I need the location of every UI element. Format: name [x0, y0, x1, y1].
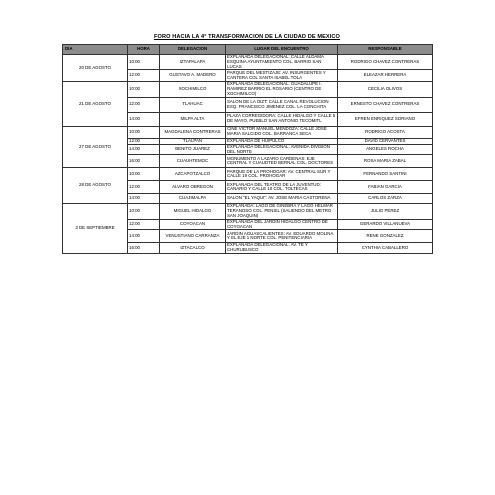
table-row — [63, 204, 433, 219]
venue-cell: CINE VICTOR MANUEL MENDOZA: CALLE JOSE MARIA SALCIDO COL. BARRANCA SECA — [226, 126, 338, 138]
table-header — [63, 45, 433, 55]
venue-cell: PARQUE DE LA PROHOGAR: AV. CENTRAL SUR Y CALLE 19 COL. PROHOGAR — [226, 168, 338, 181]
responsible-cell: RODRIGO CHAVEZ CONTRERAS — [338, 55, 433, 70]
venue-cell: EXPLANADA DELEGACIONAL: GUADALUPE I. RAMIREZ BARRIO EL ROSARIO (CENTRO DE XOCHIMILCO) — [226, 82, 338, 97]
day-cell: 28 DE AGOSTO — [63, 168, 128, 204]
responsible-cell: JULIO PEREZ — [338, 204, 433, 219]
delegation-cell: VENUSTIANO CARRANZA — [160, 230, 226, 243]
delegation-cell: IZTAPALAPA — [160, 55, 226, 70]
responsible-cell: ROSA MARIA ZABAL — [338, 155, 433, 168]
responsible-cell: RODRIGO ACOSTA — [338, 126, 433, 138]
time-cell: 16:00 — [128, 243, 160, 254]
venue-cell: EXPLANADA DELEGACIONAL: CALLE ALDAMA ESQUINA AYUNTAMIENTO COL. BARRIO SAN LUCAS — [226, 55, 338, 70]
delegation-cell: TLALPAN — [160, 138, 226, 144]
table-row — [63, 126, 433, 138]
time-cell: 12:00 — [128, 181, 160, 194]
time-cell: 10:00 — [128, 168, 160, 181]
delegation-cell: CUAUHTEMOC — [160, 155, 226, 168]
table-row — [63, 55, 433, 70]
delegation-cell: MIGUEL HIDALGO — [160, 204, 226, 219]
day-cell: 27 DE AGOSTO — [63, 126, 128, 168]
header-row — [63, 45, 433, 55]
table-body — [63, 55, 433, 254]
delegation-cell: XOCHIMILCO — [160, 82, 226, 97]
responsible-cell: ANGELES ROCHA — [338, 144, 433, 155]
responsible-cell: FERNANDO SANTINI — [338, 168, 433, 181]
header-dia: DIA — [63, 45, 128, 55]
responsible-cell: CYNTHIA CABALLERO — [338, 243, 433, 254]
header-delegacion: DELEGACION — [160, 45, 226, 55]
venue-cell: EXPLANADA DELEGACIONAL: AV. TE Y CHURUBUSCO — [226, 243, 338, 254]
time-cell: 14:00 — [128, 194, 160, 204]
responsible-cell: RENE GONZALEZ — [338, 230, 433, 243]
responsible-cell: DAVID CERVANTES — [338, 138, 433, 144]
header-hora: HORA — [128, 45, 160, 55]
venue-cell: EXPLANADA DELEGACIONAL: AVENIDA DIVISION DEL NORTE — [226, 144, 338, 155]
time-cell: 10:00 — [128, 55, 160, 70]
delegation-cell: COYOACAN — [160, 219, 226, 230]
responsible-cell: ERNESTO CHAVEZ CONTRERAS — [338, 97, 433, 112]
time-cell: 10:00 — [128, 126, 160, 138]
delegation-cell: AZCAPOTZALCO — [160, 168, 226, 181]
venue-cell: EXPLANADA DEL TEATRO DE LA JUVENTUD: CANARIO Y CALLE 10 COL. TOLTECAS — [226, 181, 338, 194]
header-responsable: RESPONSABLE — [338, 45, 433, 55]
venue-cell: SALON "EL YAQUI": AV. JOSE MARIA CASTORENA — [226, 194, 338, 204]
time-cell: 16:00 — [128, 155, 160, 168]
venue-cell: JARDIN AGUASCALIENTES: AV. EDUARDO MOLINA Y EL EJE 1 NORTE COL. PENITENCIARIA — [226, 230, 338, 243]
time-cell: 10:00 — [128, 82, 160, 97]
venue-cell: EXPLANADA DE HUIPULCO — [226, 138, 338, 144]
venue-cell: PLAZA CORREGIDORA: CALLE HIDALGO Y CALLE 5 DE MAYO, PUEBLO SAN ANTONIO TECOMITL — [226, 112, 338, 126]
delegation-cell: TLAHUAC — [160, 97, 226, 112]
responsible-cell: EFREN ENRIQUEZ SORIANO — [338, 112, 433, 126]
delegation-cell: ALVARO OBREGON — [160, 181, 226, 194]
delegation-cell: IZTACALCO — [160, 243, 226, 254]
responsible-cell: FABIAN GARCIA — [338, 181, 433, 194]
table-row — [63, 168, 433, 181]
venue-cell: EXPLANADA: LAGO DE GINEBRA Y LAGO HELMAR TERANOSO COL. PENSIL (SALIENDO DEL METRO SAN JOAQUIN) — [226, 204, 338, 219]
venue-cell: EXPLANADA DEL JARDIN HIDALGO CENTRO DE COYOACAN — [226, 219, 338, 230]
day-cell: 3 DE SEPTIEMBRE — [63, 204, 128, 254]
responsible-cell: GERARDO VILLANUEVA — [338, 219, 433, 230]
document-title: FORO HACIA LA 4° TRANSFORMACION DE LA CIUDAD DE MEXICO — [153, 34, 340, 40]
time-cell: 12:00 — [128, 138, 160, 144]
responsible-cell: CECILIA OLIVOS — [338, 82, 433, 97]
time-cell: 12:00 — [128, 219, 160, 230]
venue-cell: PARQUE DEL MESTIZAJE: AV. INSURGENTES Y CANTERA COL SANTA ISABEL TOLA — [226, 70, 338, 82]
venue-cell: SALON DE LA OIZT: CALLE CANAL REVOLUCION ESQ. FRANCISCO JIMENEZ COL. LA CONCHITA — [226, 97, 338, 112]
venue-cell: MONUMENTO A LAZARO CARDENAS: EJE CENTRAL Y CUAUDTED BERNAL COL. DOCTORES — [226, 155, 338, 168]
table-row — [63, 82, 433, 97]
schedule-table — [62, 44, 433, 254]
day-cell: 20 DE AGOSTO — [63, 55, 128, 82]
delegation-cell: GUSTAVO A. MADERO — [160, 70, 226, 82]
delegation-cell: MILPA ALTA — [160, 112, 226, 126]
time-cell: 10:00 — [128, 204, 160, 219]
delegation-cell: MAGDALENA CONTRERAS — [160, 126, 226, 138]
time-cell: 12:00 — [128, 70, 160, 82]
day-cell: 21 DE AGOSTO — [63, 82, 128, 126]
time-cell: 14:00 — [128, 112, 160, 126]
header-lugar: LUGAR DEL ENCUENTRO — [226, 45, 338, 55]
time-cell: 14:00 — [128, 144, 160, 155]
responsible-cell: ELEAZAR HERRERA — [338, 70, 433, 82]
responsible-cell: CARLOS ZARZA — [338, 194, 433, 204]
time-cell: 14:00 — [128, 230, 160, 243]
time-cell: 12:00 — [128, 97, 160, 112]
delegation-cell: BENITO JUAREZ — [160, 144, 226, 155]
delegation-cell: CUAJIMALPA — [160, 194, 226, 204]
